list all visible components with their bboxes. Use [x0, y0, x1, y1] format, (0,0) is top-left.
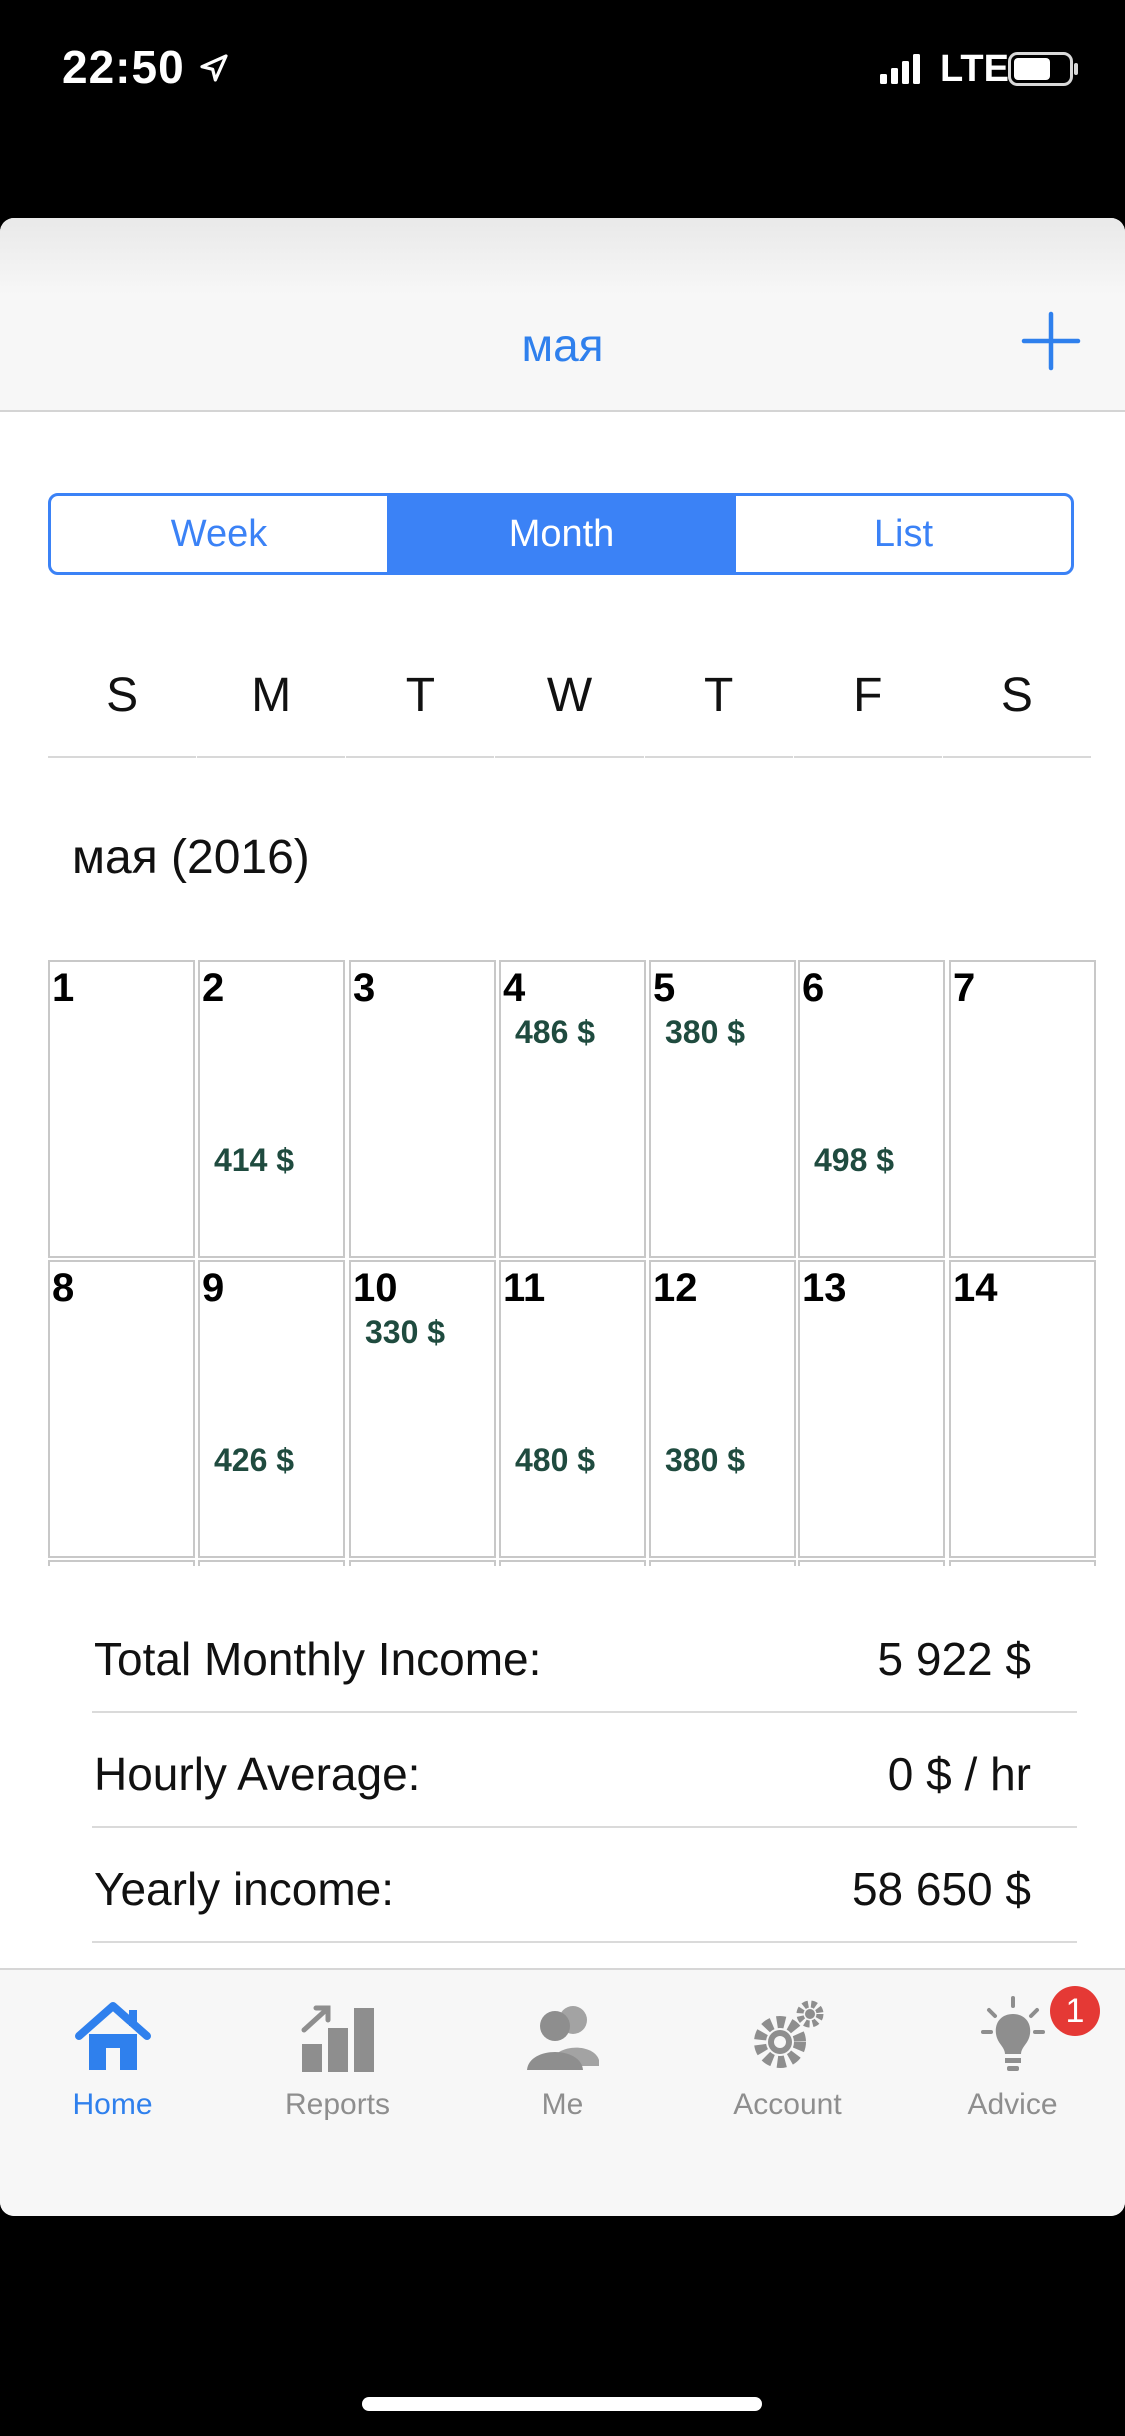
calendar-day-cell[interactable] [349, 960, 496, 1258]
weekday-label: T [645, 668, 793, 758]
day-number: 5 [653, 966, 676, 1010]
weekday-label: S [48, 668, 196, 758]
bar-chart-icon [296, 1994, 380, 2078]
home-icon [71, 1994, 155, 2078]
day-income-amount: 486 $ [515, 1014, 596, 1050]
location-arrow-icon [198, 52, 230, 84]
day-number: 13 [802, 1266, 847, 1310]
day-number: 9 [202, 1266, 225, 1310]
home-indicator [362, 2397, 762, 2411]
tab-home[interactable] [0, 1970, 225, 2170]
calendar-day-cell-partial [349, 1560, 496, 1566]
people-icon [521, 1994, 605, 2078]
day-number: 1 [52, 966, 75, 1010]
weekday-label: M [197, 668, 345, 758]
day-number: 11 [503, 1266, 546, 1310]
tab-me[interactable] [450, 1970, 675, 2170]
tab-account[interactable] [675, 1970, 900, 2170]
day-number: 4 [503, 966, 526, 1010]
view-segmented-control [48, 493, 1074, 575]
calendar-day-cell-partial [48, 1560, 195, 1566]
weekday-label: S [943, 668, 1091, 758]
calendar-day-cell-partial [198, 1560, 345, 1566]
day-income-amount: 480 $ [515, 1442, 596, 1478]
day-number: 6 [802, 966, 825, 1010]
calendar-day-cell[interactable] [48, 960, 195, 1258]
day-number: 8 [52, 1266, 75, 1310]
tab-advice[interactable] [900, 1970, 1125, 2170]
calendar-day-cell[interactable] [48, 1260, 195, 1558]
stat-label: Hourly Average: [94, 1748, 421, 1800]
calendar-day-cell[interactable] [198, 1260, 345, 1558]
segment-list[interactable]: List [734, 496, 1071, 572]
day-income-amount: 414 $ [214, 1142, 295, 1178]
tab-label: Reports [284, 2088, 391, 2121]
stat-value: 0 $ / hr [887, 1748, 1031, 1800]
tab-bar [0, 1968, 1125, 2216]
weekday-label: T [346, 668, 494, 758]
signal-icon [880, 54, 920, 84]
tab-reports[interactable] [225, 1970, 450, 2170]
calendar-day-cell[interactable] [949, 1260, 1096, 1558]
calendar-day-cell-partial [798, 1560, 945, 1566]
segment-week[interactable]: Week [51, 496, 389, 572]
stat-label: Yearly income: [94, 1863, 395, 1915]
day-number: 3 [353, 966, 376, 1010]
day-income-amount: 380 $ [665, 1014, 746, 1050]
status-time: 22:50 [62, 41, 185, 93]
weekday-header [48, 668, 1092, 760]
network-label: LTE [940, 48, 1009, 90]
segment-month[interactable]: Month [389, 496, 734, 572]
calendar-day-cell[interactable] [798, 1260, 945, 1558]
calendar-day-cell-partial [949, 1560, 1096, 1566]
month-label: мая (2016) [72, 831, 310, 884]
day-number: 2 [202, 966, 225, 1010]
nav-title: мая [521, 319, 604, 371]
notification-badge: 1 [1050, 1986, 1100, 2036]
total-monthly-income-row [92, 1598, 1077, 1713]
plus-icon[interactable] [1020, 310, 1082, 372]
calendar-day-cell[interactable] [198, 960, 345, 1258]
calendar-day-cell[interactable] [349, 1260, 496, 1558]
status-bar [0, 0, 1125, 140]
day-income-amount: 426 $ [214, 1442, 295, 1478]
tab-label: Home [72, 2088, 153, 2121]
calendar-day-cell[interactable] [499, 1260, 646, 1558]
day-number: 10 [353, 1266, 398, 1310]
hourly-average-row [92, 1713, 1077, 1828]
day-income-amount: 330 $ [365, 1314, 446, 1350]
calendar-day-cell[interactable] [649, 960, 796, 1258]
day-income-amount: 380 $ [665, 1442, 746, 1478]
calendar-day-cell-partial [649, 1560, 796, 1566]
gears-icon [746, 1994, 830, 2078]
calendar-day-cell[interactable] [798, 960, 945, 1258]
stat-label: Total Monthly Income: [94, 1633, 542, 1685]
calendar-day-cell[interactable] [649, 1260, 796, 1558]
tab-label: Advice [967, 2088, 1058, 2121]
stat-value: 58 650 $ [851, 1863, 1031, 1915]
day-number: 14 [953, 1266, 998, 1310]
battery-icon [1008, 52, 1080, 86]
day-number: 7 [953, 966, 976, 1010]
navigation-bar [0, 218, 1125, 412]
day-income-amount: 498 $ [814, 1142, 895, 1178]
calendar-day-cell[interactable] [949, 960, 1096, 1258]
app-sheet [0, 218, 1125, 2216]
calendar-day-cell[interactable] [499, 960, 646, 1258]
weekday-label: F [794, 668, 942, 758]
stat-value: 5 922 $ [877, 1633, 1031, 1685]
tab-label: Me [541, 2088, 584, 2121]
calendar-day-cell-partial [499, 1560, 646, 1566]
day-number: 12 [653, 1266, 698, 1310]
tab-label: Account [733, 2088, 842, 2121]
income-summary [92, 1598, 1077, 1943]
weekday-label: W [495, 668, 643, 758]
yearly-income-row [92, 1828, 1077, 1943]
lightbulb-icon [971, 1994, 1055, 2078]
